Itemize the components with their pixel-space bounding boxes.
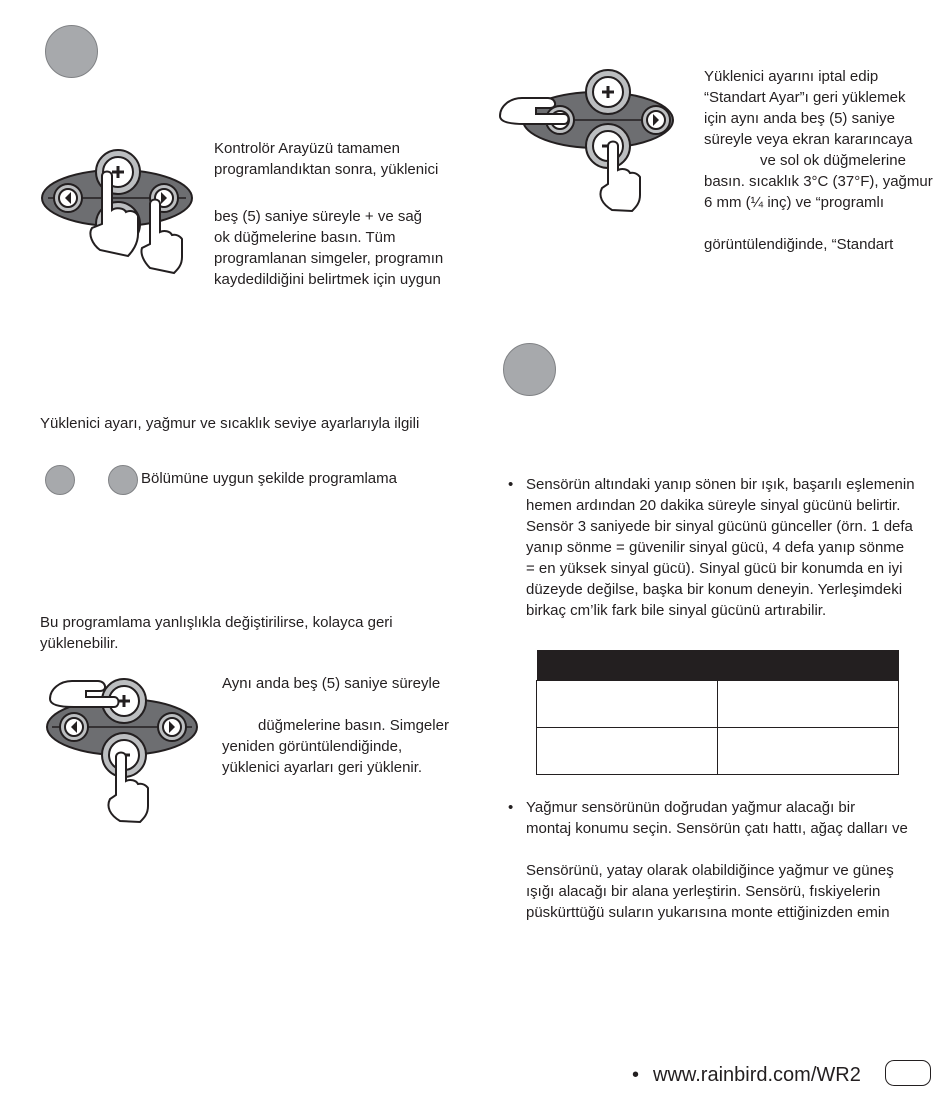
text-line: kaydedildiğini belirtmek için uygun	[214, 271, 441, 288]
table-cell	[537, 728, 718, 775]
text-line: birkaç cm’lik fark bile sinyal gücünü artırabilir.	[526, 602, 827, 619]
text-line: hemen ardından 20 dakika süreyle sinyal gücünü belirtir.	[526, 497, 901, 514]
text-line: Kontrolör Arayüzü tamamen	[214, 140, 400, 157]
text-line: 6 mm (¼ inç) ve “programlı	[704, 194, 885, 211]
press-plus-minus-text	[222, 673, 449, 778]
mounting-location-text	[526, 797, 908, 923]
footer-url[interactable]	[632, 1062, 861, 1088]
text-line: yanıp sönme = güvenilir sinyal gücü, 4 defa yanıp sönme	[526, 539, 905, 556]
table-header-cell	[537, 650, 718, 681]
keypad-plus-minus-illustration	[40, 675, 200, 825]
footer-bullet: •	[632, 1064, 640, 1086]
text-line: ve sol ok düğmelerine	[760, 152, 906, 169]
cancel-installer-setting-text	[704, 66, 933, 255]
text-line: = en yüksek sinyal gücü). Sinyal gücü bir konumda en iyi	[526, 560, 903, 577]
bullet-mark: •	[508, 476, 514, 493]
text-line: ışığı alacağı bir alana yerleştirin. Sensörü, fıskiyelerin	[526, 883, 881, 900]
signal-table	[536, 650, 899, 775]
text-line: beş (5) saniye süreyle + ve sağ	[214, 208, 423, 225]
text-line: yüklenici ayarları geri yüklenir.	[222, 759, 423, 776]
text-line	[526, 839, 908, 860]
text-line: montaj konumu seçin. Sensörün çatı hattı, ağaç dalları ve	[526, 820, 908, 837]
text-line: Sensörün altındaki yanıp sönen bir ışık, başarılı eşlemenin	[526, 476, 915, 493]
text-line	[704, 213, 933, 234]
text-line: basın. sıcaklık 3°C (37°F), yağmur	[704, 173, 933, 190]
table-cell	[718, 728, 899, 775]
step-badge-right	[503, 343, 556, 396]
text-line: görüntülendiğinde, “Standart	[704, 236, 894, 253]
text-line: Sensör 3 saniyede bir sinyal gücünü günceller (örn. 1 defa	[526, 518, 913, 535]
signal-strength-text	[526, 474, 915, 621]
page-number-box	[885, 1060, 931, 1086]
text-line	[222, 694, 449, 715]
text-line: programlanan simgeler, programın	[214, 250, 444, 267]
section-reference-text: Bölümüne uygun şekilde programlama	[141, 470, 397, 487]
restore-text	[40, 612, 393, 654]
keypad-plus-right-illustration	[40, 150, 200, 270]
text-line: ok düğmelerine basın. Tüm	[214, 229, 396, 246]
text-line: Yüklenici ayarını iptal edip	[704, 68, 879, 85]
table-row	[537, 681, 899, 728]
section-badge-small-2	[108, 465, 138, 495]
bullet-mark: •	[508, 799, 514, 816]
keypad-minus-left-illustration	[496, 70, 676, 215]
text-line: süreyle veya ekran kararıncaya	[704, 131, 913, 148]
text-line: püskürttüğü suların yukarısına monte ettiğinizden emin	[526, 904, 890, 921]
controller-programmed-text	[214, 138, 438, 180]
text-line: düğmelerine basın. Simgeler	[258, 717, 449, 734]
section-badge-small-1	[45, 465, 75, 495]
press-plus-right-text	[214, 206, 443, 290]
text-line: için aynı anda beş (5) saniye	[704, 110, 895, 127]
table-header-row	[537, 650, 899, 681]
text-line: “Standart Ayar”ı geri yüklemek	[704, 89, 906, 106]
text-line: Aynı anda beş (5) saniye süreyle	[222, 675, 441, 692]
table-cell	[718, 681, 899, 728]
text-line: yeniden görüntülendiğinde,	[222, 738, 403, 755]
text-line: programlandıktan sonra, yüklenici	[214, 161, 439, 178]
step-badge-top-left	[45, 25, 98, 78]
footer-url-text[interactable]: www.rainbird.com/WR2	[653, 1064, 861, 1086]
table-cell	[537, 681, 718, 728]
text-line: düzeyde değilse, başka bir konum deneyin. Yerleşimdeki	[526, 581, 903, 598]
text-line: Yağmur sensörünün doğrudan yağmur alacağı bir	[526, 799, 856, 816]
table-row	[537, 728, 899, 775]
installer-setting-note: Yüklenici ayarı, yağmur ve sıcaklık seviye ayarlarıyla ilgili	[40, 415, 420, 432]
text-line: yüklenebilir.	[40, 635, 119, 652]
text-line: Sensörünü, yatay olarak olabildiğince yağmur ve güneş	[526, 862, 894, 879]
text-line: Bu programlama yanlışlıkla değiştirilirse, kolayca geri	[40, 614, 393, 631]
table-header-cell	[718, 650, 899, 681]
